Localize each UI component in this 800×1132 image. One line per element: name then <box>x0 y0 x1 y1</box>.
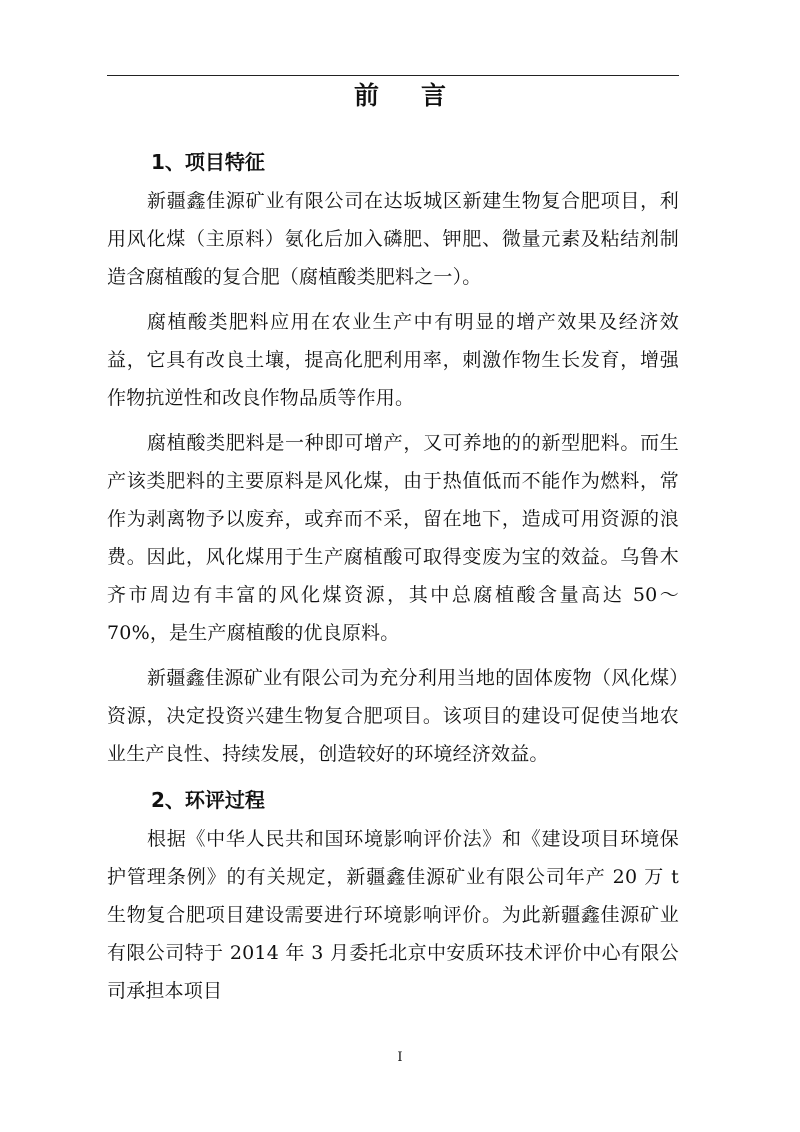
page-title <box>0 78 800 114</box>
paragraph: 新疆鑫佳源矿业有限公司为充分利用当地的固体废物（风化煤）资源，决定投资兴建生物复合肥项目。该项目的建设可促使当地农业生产良性、持续发展，创造较好的环境经济效益。 <box>107 667 679 765</box>
paragraph: 根据《中华人民共和国环境影响评价法》和《建设项目环境保护管理条例》的有关规定，新疆鑫佳源矿业有限公司年产 20 万 t 生物复合肥项目建设需要进行环境影响评价。为此新疆鑫佳源矿业有限公司特于 2014 年 3 月委托北京中安质环技术评价中心有限公司承担本项目 <box>107 828 679 1002</box>
header-rule <box>107 75 679 76</box>
paragraph: 腐植酸类肥料是一种即可增产，又可养地的的新型肥料。而生产该类肥料的主要原料是风化煤，由于热值低而不能作为燃料，常作为剥离物予以废弃，或弃而不采，留在地下，造成可用资源的浪费。因此，风化煤用于生产腐植酸可取得变废为宝的效益。乌鲁木齐市周边有丰富的风化煤资源，其中总腐植酸含量高达 50～70%，是生产腐植酸的优良原料。 <box>107 432 679 644</box>
title-char-2: 言 <box>421 81 447 110</box>
title-char-1: 前 <box>353 81 379 110</box>
section-project-features <box>107 142 679 773</box>
paragraph: 腐植酸类肥料应用在农业生产中有明显的增产效果及经济效益，它具有改良土壤，提高化肥利用率，刺激作物生长发育，增强作物抗逆性和改良作物品质等作用。 <box>107 311 679 409</box>
section-heading: 2、环评过程 <box>151 788 265 812</box>
section-eia-process <box>107 780 679 1010</box>
section-heading: 1、项目特征 <box>151 150 265 174</box>
paragraph: 新疆鑫佳源矿业有限公司在达坂城区新建生物复合肥项目，利用风化煤（主原料）氨化后加入磷肥、钾肥、微量元素及粘结剂制造含腐植酸的复合肥（腐植酸类肥料之一）。 <box>107 190 679 288</box>
page-number: I <box>397 1050 403 1065</box>
document-body <box>107 142 679 1017</box>
